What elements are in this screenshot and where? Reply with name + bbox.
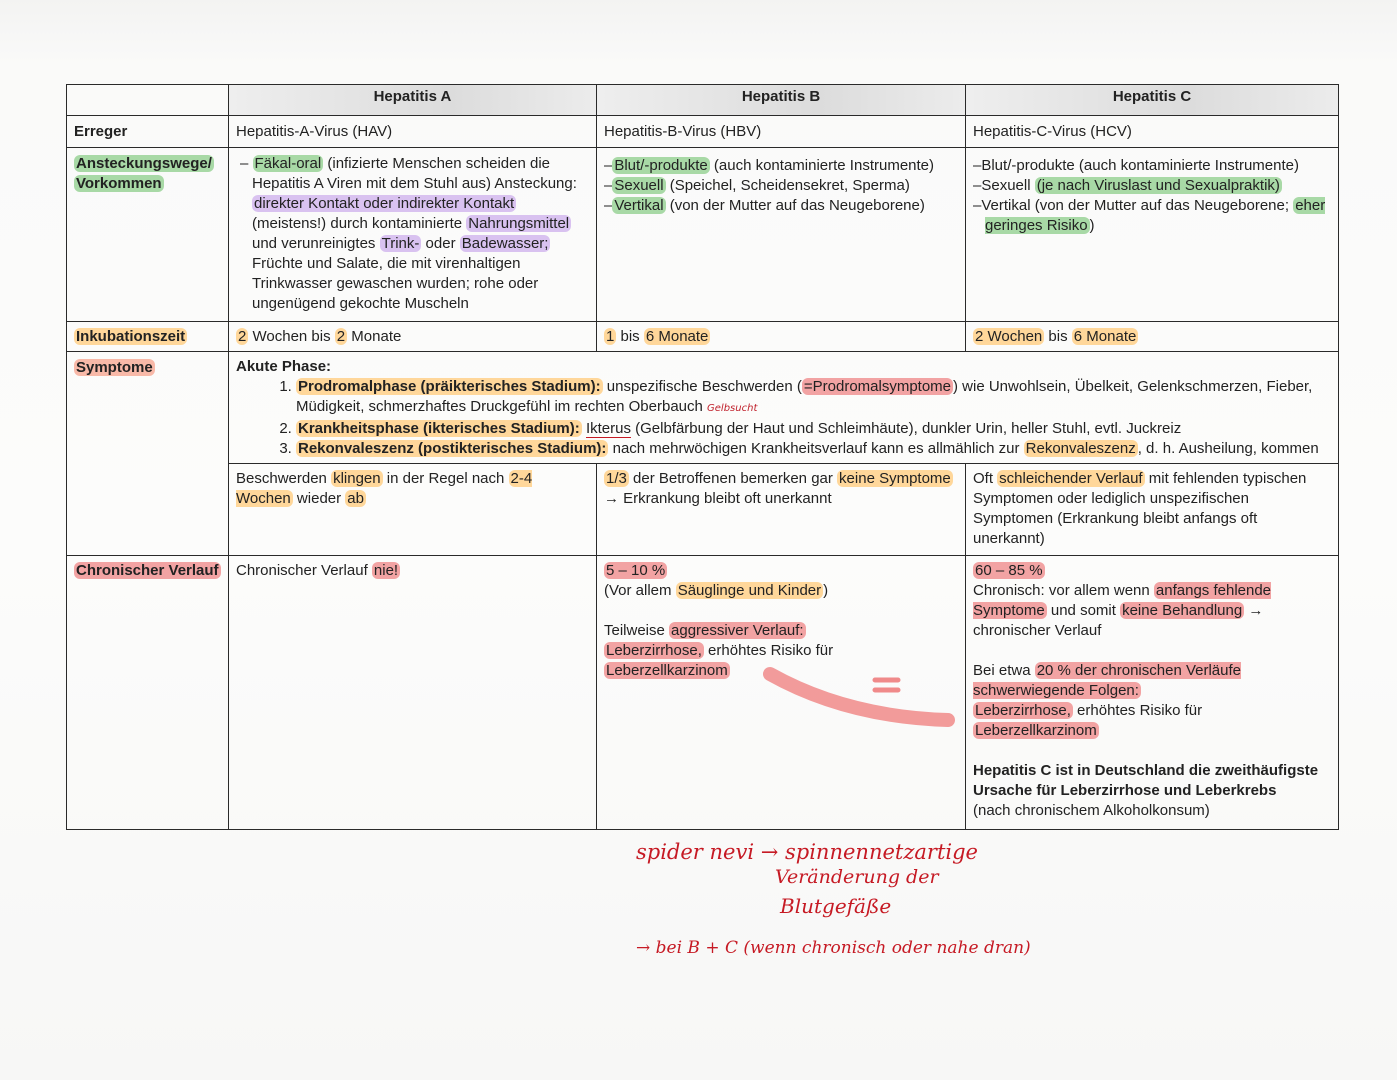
text-hl: Sexuell [614, 177, 664, 194]
ansteckung-b-list [604, 156, 958, 216]
label-text: Inkubationszeit [76, 328, 186, 345]
handwritten-blutgefaesse: Blutgefäße [780, 894, 892, 918]
text-c-l3c: ) [1089, 217, 1095, 234]
label-text: Symptome [76, 359, 153, 376]
handwritten-bei-b-c: → bei B + C (wenn chronisch oder nahe dran) [636, 938, 1031, 958]
text-keine-symptome: keine Symptome [839, 470, 951, 487]
handwritten-note-gelbsucht: Gelbsucht [707, 403, 758, 414]
text: (Vor allem [604, 582, 676, 599]
highlighter-swoosh [760, 660, 960, 740]
text-geringes-risiko: eher geringes Risiko [985, 197, 1326, 234]
text-rekonvaleszenz: Rekonvaleszenz [1025, 440, 1136, 457]
num: 6 Monate [1073, 328, 1137, 345]
row-label-ansteckung [67, 148, 229, 322]
handwritten-spider-nevi: spider nevi → spinnennetzartige [636, 840, 978, 864]
text: → Erkrankung bleibt oft unerkannt [604, 490, 832, 507]
text: Oft [973, 470, 998, 487]
cell-symptome-c [966, 464, 1339, 556]
cell-chronisch-a [229, 556, 597, 830]
text-a-t4: (meistens!) durch kontaminierte [252, 215, 467, 232]
phase-title: Rekonvaleszenz (postikterisches Stadium): [298, 440, 607, 457]
text-kontakt: direkter Kontakt oder indirekter Kontakt [254, 195, 515, 212]
text: und somit [1046, 602, 1121, 619]
cell-erreger-a: Hepatitis-A-Virus (HAV) [229, 116, 597, 148]
text: erhöhtes Risiko für [1072, 702, 1203, 719]
row-label-erreger [67, 116, 229, 148]
label-line2: Vorkommen [76, 175, 162, 192]
num: 2 [238, 328, 247, 345]
phase-1 [296, 377, 1331, 419]
text: in der Regel nach [382, 470, 509, 487]
text: Chronisch: vor allem wenn [973, 582, 1154, 599]
text-leberzirrhose-c: Leberzirrhose, [975, 702, 1071, 719]
header-hepatitis-b: Hepatitis B [597, 85, 966, 116]
text: → chronischer Verlauf [973, 602, 1264, 639]
akute-phase-title: Akute Phase: [236, 358, 332, 375]
header-hepatitis-a: Hepatitis A [229, 85, 597, 116]
text-trink: Trink- [381, 235, 420, 252]
list-item: – Vertikal (von der Mutter auf das Neugeborene) [604, 197, 925, 214]
label-line1: Ansteckungswege/ [76, 155, 212, 172]
list-item: –Vertikal (von der Mutter auf das Neugeborene; eher geringes Risiko ) [973, 197, 1326, 234]
text-a-t6: und verunreinigtes [252, 235, 380, 252]
handwritten-veraenderung: Veränderung der [775, 866, 939, 888]
hepatitis-comparison-table [66, 84, 1339, 830]
text-leberzellkarzinom-b: Leberzellkarzinom [606, 662, 728, 679]
list-item: – Blut/-produkte (auch kontaminierte Instrumente) [604, 157, 935, 174]
num: 2 [336, 328, 346, 345]
num: 2 Wochen [975, 328, 1043, 345]
text: bis [616, 328, 644, 345]
text-percent-c: 60 – 85 % [975, 562, 1043, 579]
text: Monate [347, 328, 402, 345]
list-item: – Sexuell (Speichel, Scheidensekret, Sperma) [604, 177, 910, 194]
text-viruslast: (je nach Viruslast und Sexualpraktik) [1036, 177, 1280, 194]
text: ) wie Unwohlsein, Übelkeit, Gelenkschmerzen, Fieber, Müdigkeit, schmerzhaftes Druckgefühl im rechten Oberbauch [296, 378, 1313, 415]
text-hepatitis-c-fact: Hepatitis C ist in Deutschland die zweithäufigste Ursache für Leberzirrhose und Leberkrebs [973, 762, 1319, 799]
phase-3 [296, 439, 1331, 459]
text-badewasser: Badewasser; [461, 235, 549, 252]
cell-ansteckung-c [966, 148, 1339, 322]
text: nach mehrwöchigen Krankheitsverlauf kann es allmählich zur [608, 440, 1024, 457]
cell-erreger-b: Hepatitis-B-Virus (HBV) [597, 116, 966, 148]
text-alkoholkonsum: (nach chronischem Alkoholkonsum) [973, 802, 1210, 819]
cell-inkubation-a [229, 322, 597, 352]
text-leberzellkarzinom-c: Leberzellkarzinom [975, 722, 1097, 739]
row-chronisch [67, 556, 1339, 830]
text: Beschwerden [236, 470, 332, 487]
row-symptome-verlauf [67, 464, 1339, 556]
cell-ansteckung-b [597, 148, 966, 322]
text: bis [1044, 328, 1072, 345]
text-a-t8: oder [421, 235, 460, 252]
label-text: Erreger [74, 123, 128, 140]
text-a-t10: Früchte und Salate, die mit virenhaltigen Trinkwasser gewaschen wurden; rohe oder ungenügend gekochte Muscheln [252, 255, 539, 312]
text-nie: nie! [373, 562, 399, 579]
row-ansteckung [67, 148, 1339, 322]
text: Teilweise [604, 622, 670, 639]
row-erreger [67, 116, 1339, 148]
cell-ansteckung-a: – Fäkal-oral (infizierte Menschen scheiden die Hepatitis A Viren mit dem Stuhl aus) Ansteckung: direkter Kontakt oder indirekter Kontakt (meistens!) durch kontaminierte Nahrungsmittel und verunreinigtes Trink- oder Badewasser; Früchte und Salate, die mit virenhaltigen Trinkwasser gewaschen wurden; rohe oder ungenügend gekochte Muscheln [229, 148, 597, 322]
phase-title: Prodromalphase (präikterisches Stadium): [298, 378, 601, 395]
row-label-chronisch [67, 556, 229, 830]
text: ) [823, 582, 829, 599]
text-saeuglinge: Säuglinge und Kinder [677, 582, 822, 599]
text-percent-b: 5 – 10 % [606, 562, 666, 579]
header-hepatitis-c: Hepatitis C [966, 85, 1339, 116]
text-fehlende-symptome: anfangs fehlende Symptome [973, 582, 1272, 619]
text-c-l3a: Vertikal (von der Mutter auf das Neugeborene; [981, 197, 1294, 214]
cell-chronisch-c [966, 556, 1339, 830]
list-item: –Blut/-produkte (auch kontaminierte Instrumente) [973, 157, 1299, 174]
text-rest: (von der Mutter auf das Neugeborene) [665, 197, 925, 214]
text: erhöhtes Risiko für [703, 642, 834, 659]
phase-list [236, 377, 1331, 459]
text-c-l1: Blut/-produkte (auch kontaminierte Instrumente) [981, 157, 1299, 174]
row-label-symptome [67, 352, 229, 556]
ansteckung-c-list [973, 156, 1331, 236]
text-klingen: klingen [333, 470, 381, 487]
text: , d. h. Ausheilung, kommen [1137, 440, 1319, 457]
phase-2 [296, 419, 1331, 439]
text-ab: ab [347, 490, 364, 507]
num: 6 Monate [645, 328, 709, 345]
cell-symptome-a [229, 464, 597, 556]
text-ikterus: Ikterus [585, 420, 631, 437]
text: Wochen bis [248, 328, 335, 345]
cell-akute-phase [229, 352, 1339, 464]
num: 1 [606, 328, 615, 345]
text-rest: (Speichel, Scheidensekret, Sperma) [665, 177, 910, 194]
header-row [67, 85, 1339, 116]
text-nahrungsmittel: Nahrungsmittel [468, 215, 570, 232]
cell-inkubation-b [597, 322, 966, 352]
text: der Betroffenen bemerken gar [628, 470, 838, 487]
text: (Gelbfärbung der Haut und Schleimhäute), dunkler Urin, heller Stuhl, evtl. Juckreiz [630, 420, 1182, 437]
text-leberzirrhose-b: Leberzirrhose, [606, 642, 702, 659]
text-a-t2: (infizierte Menschen scheiden die Hepatitis A Viren mit dem Stuhl aus) Ansteckung: [252, 155, 577, 192]
cell-inkubation-c [966, 322, 1339, 352]
row-inkubation [67, 322, 1339, 352]
text-keine-behandlung: keine Behandlung [1122, 602, 1243, 619]
text-schwerwiegende-folgen: 20 % der chronischen Verläufe schwerwiegende Folgen: [973, 662, 1241, 699]
text: wieder [292, 490, 346, 507]
row-label-inkubation [67, 322, 229, 352]
text-c-l2a: Sexuell [981, 177, 1035, 194]
phase-title: Krankheitsphase (ikterisches Stadium): [298, 420, 580, 437]
text-2-4-wochen: 2-4 Wochen [236, 470, 533, 507]
text-aggressiver-verlauf: aggressiver Verlauf: [671, 622, 804, 639]
cell-symptome-b [597, 464, 966, 556]
text: Chronischer Verlauf [236, 562, 372, 579]
header-empty-cell [67, 85, 229, 116]
list-item: –Sexuell (je nach Viruslast und Sexualpraktik) [973, 177, 1280, 194]
text-schleichender-verlauf: schleichender Verlauf [999, 470, 1143, 487]
text: unspezifische Beschwerden ( [602, 378, 802, 395]
text-prodromalsymptome: =Prodromalsymptome [803, 378, 952, 395]
text: Bei etwa [973, 662, 1035, 679]
text-hl: Vertikal [614, 197, 664, 214]
text-hl: Blut/-produkte [614, 157, 708, 174]
label-text: Chronischer Verlauf [76, 562, 219, 579]
text-faekal-oral: Fäkal-oral [254, 155, 322, 172]
text: mit fehlenden typischen Symptomen oder lediglich unspezifischen Symptomen (Erkrankung bleibt anfangs oft unerkannt) [973, 470, 1307, 547]
text-rest: (auch kontaminierte Instrumente) [709, 157, 935, 174]
text-1-3: 1/3 [606, 470, 627, 487]
cell-erreger-c: Hepatitis-C-Virus (HCV) [966, 116, 1339, 148]
row-symptome-akut [67, 352, 1339, 464]
